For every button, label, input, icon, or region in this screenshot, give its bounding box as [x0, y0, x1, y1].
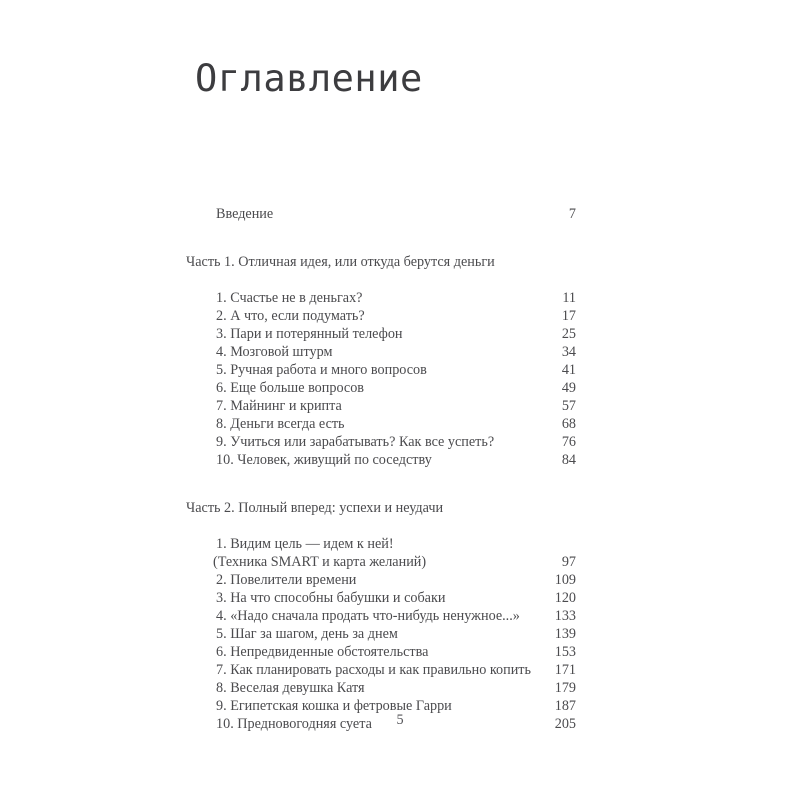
toc-entry-label: 1. Счастье не в деньгах?	[216, 290, 363, 306]
toc-spacer	[186, 271, 576, 289]
toc-entry-label: 5. Ручная работа и много вопросов	[216, 362, 427, 378]
toc-entry-label: 3. На что способны бабушки и собаки	[216, 590, 446, 606]
toc-entry-page-number: 57	[561, 398, 576, 414]
toc-entry-page-number: 187	[554, 698, 576, 714]
toc-entry-label: (Техника SMART и карта желаний)	[213, 554, 427, 570]
toc-entry[interactable]	[186, 589, 576, 607]
toc-entry-page-number: 7	[568, 206, 576, 222]
toc-entry-label: Часть 2. Полный вперед: успехи и неудачи	[186, 500, 444, 516]
toc-entry-page-number: 84	[561, 452, 576, 468]
toc-entry-label: 9. Египетская кошка и фетровые Гарри	[216, 698, 452, 714]
toc-entry-page-number: 76	[561, 434, 576, 450]
toc-entry-label: 8. Деньги всегда есть	[216, 416, 345, 432]
toc-entry-label: 10. Человек, живущий по соседству	[216, 452, 432, 468]
toc-entry-label: 4. Мозговой штурм	[216, 344, 333, 360]
toc-entry-label: 8. Веселая девушка Катя	[216, 680, 365, 696]
toc-entry-page-number: 49	[561, 380, 576, 396]
toc-entry-page-number: 205	[554, 716, 576, 732]
toc-entry-label: 5. Шаг за шагом, день за днем	[216, 626, 398, 642]
toc-entry-page-number: 139	[554, 626, 576, 642]
toc-entry-label: 2. А что, если подумать?	[216, 308, 365, 324]
toc-part-heading	[186, 253, 576, 271]
toc-spacer	[186, 469, 576, 499]
toc-entry-page-number: 34	[561, 344, 576, 360]
toc-entry[interactable]	[186, 571, 576, 589]
toc-entry-label: 4. «Надо сначала продать что-нибудь ненужное...»	[216, 608, 520, 624]
toc-entry-page-number: 109	[554, 572, 576, 588]
toc-entry[interactable]	[186, 535, 576, 553]
toc-entry[interactable]	[186, 661, 576, 679]
toc-entry-label: 2. Повелители времени	[216, 572, 357, 588]
toc-entry[interactable]	[186, 289, 576, 307]
toc-entry-page-number: 171	[554, 662, 576, 678]
toc-entry[interactable]	[186, 553, 576, 571]
toc-entry[interactable]	[186, 451, 576, 469]
toc-entry-page-number: 41	[561, 362, 576, 378]
toc-entry-page-number: 120	[554, 590, 576, 606]
toc-spacer	[186, 223, 576, 253]
toc-entry-page-number: 11	[562, 290, 576, 306]
toc-entry[interactable]	[186, 307, 576, 325]
toc-entry[interactable]	[186, 361, 576, 379]
toc-entry-page-number: 179	[554, 680, 576, 696]
toc-entry[interactable]	[186, 397, 576, 415]
toc-spacer	[186, 517, 576, 535]
toc-entry-label: 7. Майнинг и крипта	[216, 398, 342, 414]
toc-entry[interactable]	[186, 325, 576, 343]
toc-entry-page-number: 25	[561, 326, 576, 342]
toc-entry-page-number: 153	[554, 644, 576, 660]
toc-part-heading	[186, 499, 576, 517]
toc-entry-page-number: 68	[561, 416, 576, 432]
toc-entry[interactable]	[186, 679, 576, 697]
page-title: Оглавление	[195, 57, 423, 100]
toc-entry-label: 6. Непредвиденные обстоятельства	[216, 644, 429, 660]
toc-entry-label: Часть 1. Отличная идея, или откуда берутся деньги	[186, 254, 495, 270]
toc-entry-label: 10. Предновогодняя суета	[216, 716, 372, 732]
toc-entry-page-number: 17	[561, 308, 576, 324]
toc-entry-label: 6. Еще больше вопросов	[216, 380, 364, 396]
toc-entry[interactable]	[186, 625, 576, 643]
toc-entry-label: Введение	[216, 206, 274, 222]
toc-entry-page-number: 133	[554, 608, 576, 624]
toc-entry-introduction[interactable]	[186, 205, 576, 223]
toc-entry[interactable]	[186, 433, 576, 451]
toc-entry-label: 7. Как планировать расходы и как правильно копить	[216, 662, 531, 678]
toc-entry[interactable]	[186, 415, 576, 433]
toc-entry-label: 1. Видим цель — идем к ней!	[216, 536, 394, 552]
page-number-folio: 5	[396, 712, 404, 728]
toc-entry[interactable]	[186, 643, 576, 661]
toc-entry-label: 3. Пари и потерянный телефон	[216, 326, 403, 342]
toc-entry[interactable]	[186, 379, 576, 397]
toc-entry-label: 9. Учиться или зарабатывать? Как все успеть?	[216, 434, 495, 450]
table-of-contents	[186, 205, 576, 733]
toc-entry[interactable]	[186, 607, 576, 625]
toc-entry[interactable]	[186, 343, 576, 361]
toc-entry-page-number: 97	[561, 554, 576, 570]
